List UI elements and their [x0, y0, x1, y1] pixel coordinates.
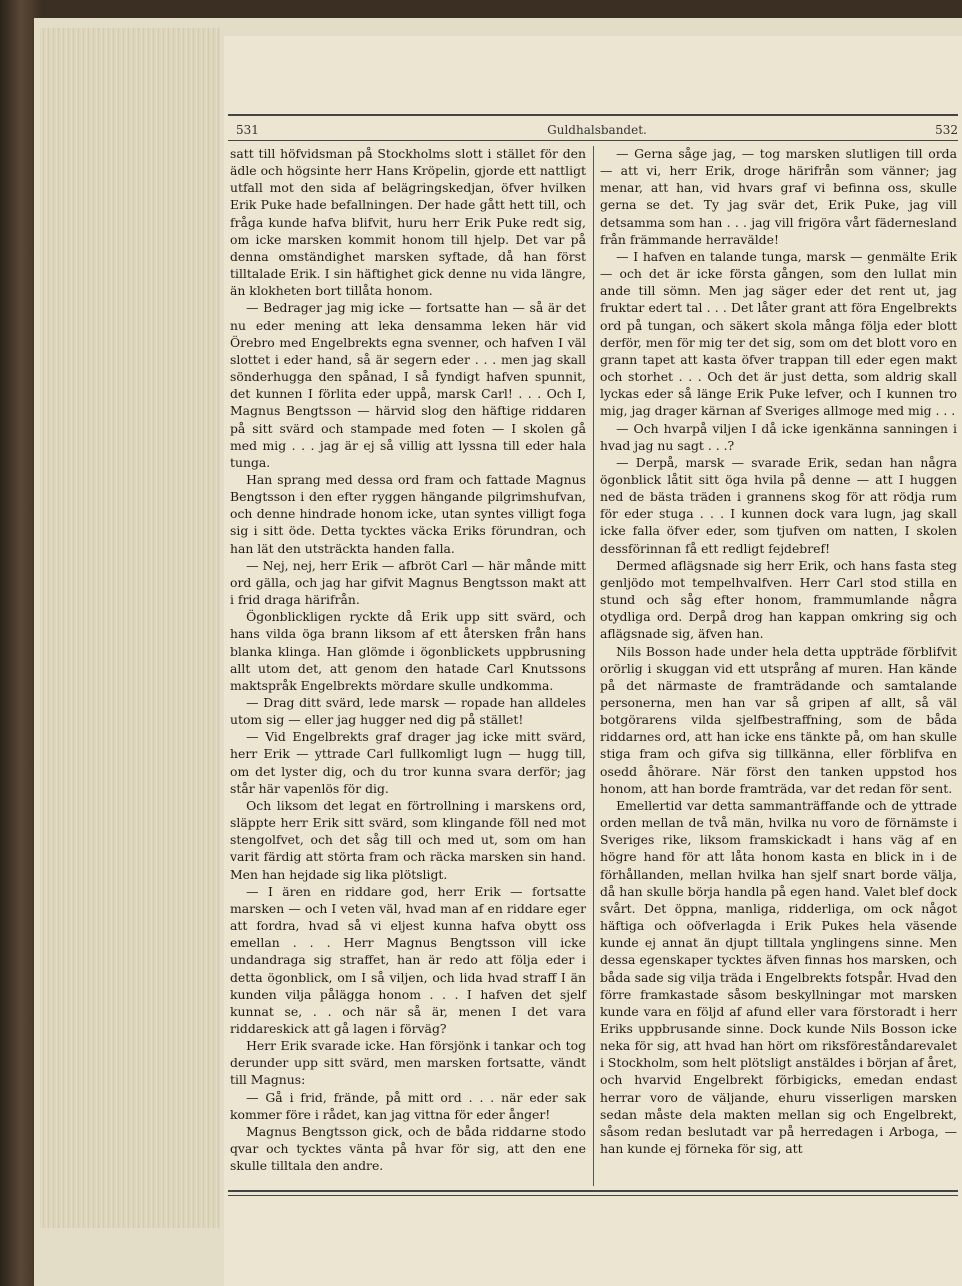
paragraph: — Gå i frid, frände, på mitt ord . . . när eder sak kommer före i rådet, kan jag vittna för eder ånger!: [230, 1089, 586, 1122]
left-column: [230, 145, 586, 1174]
header-rule: [228, 140, 958, 141]
paragraph: — Vid Engelbrekts graf drager jag icke mitt svärd, herr Erik — yttrade Carl fullkomligt lugn — hugg till, om det lyster dig, och du tror kunna svara derför; jag står här vapenlös för dig.: [230, 729, 586, 796]
top-rule: [228, 114, 958, 116]
paragraph: Och liksom det legat en förtrollning i marskens ord, släppte herr Erik sitt svärd, som klingande föll ned mot stengolfvet, och det såg till och med ut, som om han varit färdig att störta fram och räcka marsken sin hand. Men han hejdade sig lika plötsligt.: [230, 797, 586, 882]
paragraph: — Och hvarpå viljen I då icke igenkänna sanningen i hvad jag nu sagt . . .?: [600, 420, 957, 453]
bottom-rule-thin: [228, 1195, 958, 1196]
paragraph: — Nej, nej, herr Erik — afbröt Carl — här månde mitt ord gälla, och jag har gifvit Magnus Bengtsson makt att i frid draga härifrån.: [230, 557, 586, 608]
right-column: [600, 145, 957, 1157]
running-title: Guldhalsbandet.: [547, 123, 647, 137]
paragraph: Magnus Bengtsson gick, och de båda riddarne stodo qvar och tycktes vänta på hvar för sig, att den ene skulle tilltala den andre.: [230, 1123, 586, 1174]
bottom-rule: [228, 1190, 958, 1192]
column-divider: [593, 146, 594, 1186]
paragraph: satt till höfvidsman på Stockholms slott i stället för den ädle och högsinte herr Hans Kröpelin, gjorde ett nattligt utfall mot den sida af belägringskedjan, öfver hvilken Erik Puke hade befallningen. Der hade gått hett till, och fråga kunde hafva blifvit, huru herr Erik Puke redt sig, om icke marsken kommit honom till hjelp. Det var på denna omständighet marsken syftade, då han först tilltalade Erik. I sin häftighet gick denne nu vida längre, än klokheten bort tillåta honom.: [230, 146, 586, 299]
paragraph: Han sprang med dessa ord fram och fattade Magnus Bengtsson i den efter ryggen hängande pilgrimshufvan, och denne hindrade honom icke, utan syntes villigt foga sig i sitt öde. Detta tycktes väcka Eriks förundran, och han lät den utsträckta handen falla.: [230, 471, 586, 556]
page-header: [236, 123, 958, 139]
left-page-number: 531: [236, 123, 259, 137]
paragraph: — Derpå, marsk — svarade Erik, sedan han några ögonblick låtit sitt öga hvila på denne — att I huggen ned de bästa träden i grannens skog för att rödja rum för eder stuga . . . I kunnen dock vara lugn, jag skall icke falla öfver eder, som tjufven om natten, I skolen dessförinnan få ett redligt fejdebref!: [600, 454, 957, 556]
paragraph: — Drag ditt svärd, lede marsk — ropade han alldeles utom sig — eller jag hugger ned dig på stället!: [230, 695, 586, 728]
paragraph: Herr Erik svarade icke. Han försjönk i tankar och tog derunder upp sitt svärd, men marsken fortsatte, vändt till Magnus:: [230, 1038, 586, 1088]
paragraph: Emellertid var detta sammanträffande och de yttrade orden mellan de två män, hvilka nu voro de förnämste i Sveriges rike, liksom framskickadt i hans väg af en högre hand för att låta honom kasta en blick in i de förhållanden, mellan hvilka han sjelf snart borde välja, då han skulle börja handla på egen hand. Valet blef dock svårt. Det öppna, manliga, ridderliga, om ock något häftiga och oöfverlagda i Erik Pukes hela väsende kunde ej annat än djupt tilltala ynglingens sinne. Men dessa egenskaper tycktes äfven finnas hos marsken, och båda sade sig vilja träda i Engelbrekts fotspår. Hvad den förre framkastade såsom beskyllningar mot marsken kunde vara en följd af afund eller vara förstoradt i herr Eriks uppbrusande sinne. Dock kunde Nils Bosson icke neka för sig, att hvad han hört om riksföreståndarevalet i Stockholm, som helt plötsligt anstäldes i början af året, och hvarvid Engelbrekt förbigicks, emedan endast herrar voro de väljande, ehuru visserligen marsken sedan måste dela makten mellan sig och Engelbrekt, såsom redan beslutadt var på herredagen i Arboga, — han kunde ej förneka för sig, att: [600, 797, 957, 1157]
paragraph: Dermed aflägsnade sig herr Erik, och hans fasta steg genljödo mot tempelhvalfven. Herr Carl stod stilla en stund och såg efter honom, frammumlande några otydliga ord. Derpå drog han kappan omkring sig och aflägsnade sig, äfven han.: [600, 557, 957, 642]
paragraph: — Bedrager jag mig icke — fortsatte han — så är det nu eder mening att leka densamma leken här vid Örebro med Engelbrekts egna svenner, och hafven I väl slottet i eder hand, så är segern eder . . . men jag skall sönderhugga den spånad, I så fyndigt hafven spunnit, det kunnen I förlita eder uppå, marsk Carl! . . . Och I, Magnus Bengtsson — härvid slog den häftige riddaren på sitt svärd och stampade med foten — I skolen gå med mig . . . jag är ej så villig att lyssna till eder hala tunga.: [230, 300, 586, 470]
page-edges: [40, 28, 220, 1228]
paragraph: — I hafven en talande tunga, marsk — genmälte Erik — och det är icke första gången, som den lullat min ande till sömn. Men jag säger eder det rent ut, jag fruktar edert tal . . . Det låter grant att föra Engelbrekts ord på tungan, och säkert skola många följa eder blott derför, men för mig ter det sig, som om det blott voro en grann tapet att kasta öfver trappan till eder egen makt och storhet . . . Och det är just detta, som aldrig skall lyckas eder så länge Erik Puke lefver, och I kunnen tro mig, jag drager kärnan af Sveriges allmoge med mig . . .: [600, 248, 957, 419]
paragraph: — I ären en riddare god, herr Erik — fortsatte marsken — och I veten väl, hvad man af en riddare eger att fordra, hvad så vi eljest kunna hafva obytt oss emellan . . . Herr Magnus Bengtsson vill icke undandraga sig straffet, han är redo att följa eder i detta ögonblick, om I så viljen, och lida hvad straff I än kunden vilja pålägga honom . . . I hafven det sjelf kunnat se, . . och när så är, menen I det vara riddareskick att gå lagen i förväg?: [230, 883, 586, 1036]
paragraph: — Gerna såge jag, — tog marsken slutligen till orda — att vi, herr Erik, droge härifrån som vänner; jag menar, att han, vid hvars graf vi befinna oss, skulle gerna se det. Ty jag svär det, Erik Puke, jag vill detsamma som han . . . jag vill frigöra vårt fädernesland från främmande herravälde!: [600, 146, 957, 247]
paragraph: Nils Bosson hade under hela detta uppträde förblifvit orörlig i skuggan vid ett utsprång af muren. Han kände på det närmaste de framträdande och samtalande personerna, men han var så gripen af allt, så väl botgörarens vilda sjelfbestraffning, som de båda riddarnes ord, att han icke ens tänkte på, om han skulle stiga fram och gifva sig tillkänna, eller förblifva en osedd åhörare. När först den tanken uppstod hos honom, att han borde framträda, var det redan för sent.: [600, 643, 957, 796]
right-page-number: 532: [935, 123, 958, 137]
paragraph: Ögonblickligen ryckte då Erik upp sitt svärd, och hans vilda öga brann liksom af ett återsken från hans blanka klinga. Han glömde i ögonblickets uppbrusning allt utom det, att genom den hatade Carl Knutssons maktspråk Engelbrekts mördare skulle undkomma.: [230, 609, 586, 693]
